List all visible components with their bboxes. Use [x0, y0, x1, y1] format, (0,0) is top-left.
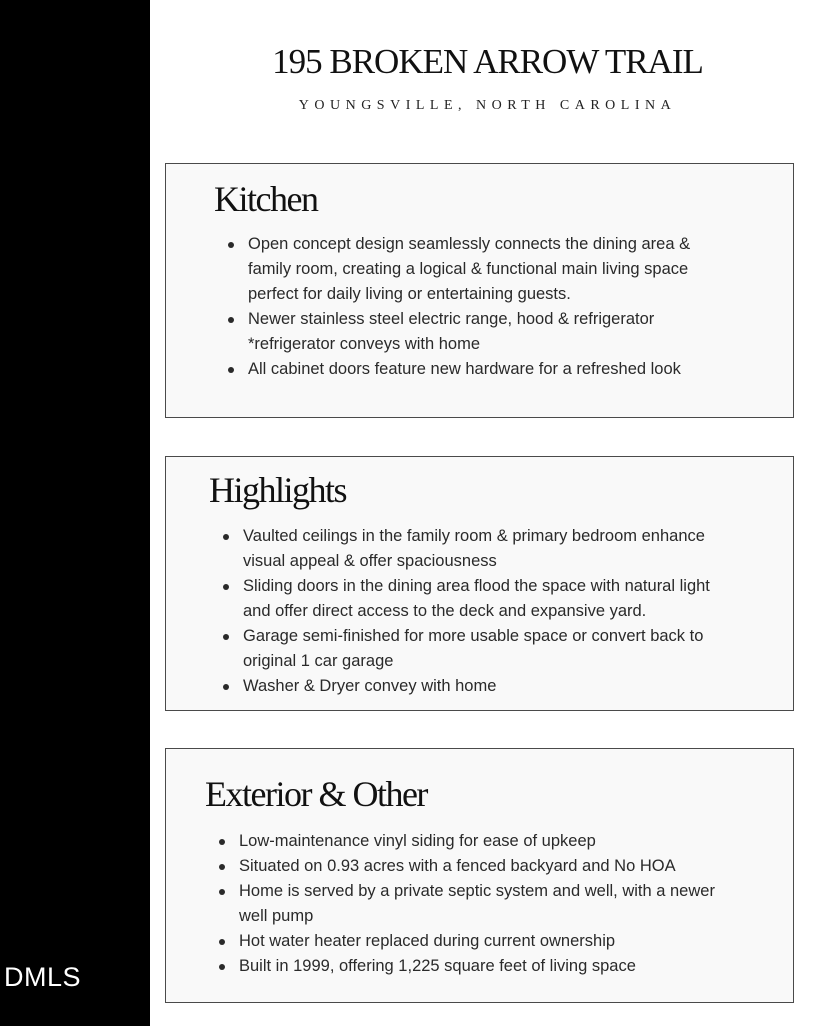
kitchen-heading: Kitchen — [214, 179, 318, 219]
list-item: Situated on 0.93 acres with a fenced backyard and No HOA — [217, 854, 727, 879]
list-item: Vaulted ceilings in the family room & primary bedroom enhance visual appeal & offer spaciousness — [221, 524, 721, 574]
list-item: Washer & Dryer convey with home — [221, 674, 721, 699]
exterior-list — [217, 829, 727, 979]
list-item: Open concept design seamlessly connects the dining area & family room, creating a logical & functional main living space perfect for daily living or entertaining guests. — [226, 232, 696, 307]
list-item: Home is served by a private septic system and well, with a newer well pump — [217, 879, 727, 929]
highlights-list — [221, 524, 721, 699]
list-item: Newer stainless steel electric range, hood & refrigerator *refrigerator conveys with home — [226, 307, 696, 357]
list-item: Hot water heater replaced during current ownership — [217, 929, 727, 954]
highlights-heading: Highlights — [209, 470, 347, 510]
list-item: Built in 1999, offering 1,225 square feet of living space — [217, 954, 727, 979]
exterior-section — [165, 748, 794, 1003]
list-item: All cabinet doors feature new hardware for a refreshed look — [226, 357, 696, 382]
list-item: Garage semi-finished for more usable space or convert back to original 1 car garage — [221, 624, 721, 674]
property-title: 195 BROKEN ARROW TRAIL — [272, 42, 703, 81]
kitchen-list — [226, 232, 696, 382]
mls-watermark: DMLS — [4, 962, 82, 992]
left-sidebar-bar — [0, 0, 150, 1026]
list-item: Low-maintenance vinyl siding for ease of upkeep — [217, 829, 727, 854]
property-location: YOUNGSVILLE, NORTH CAROLINA — [298, 98, 677, 113]
list-item: Sliding doors in the dining area flood the space with natural light and offer direct access to the deck and expansive yard. — [221, 574, 721, 624]
kitchen-section — [165, 163, 794, 418]
highlights-section — [165, 456, 794, 711]
exterior-heading: Exterior & Other — [205, 774, 427, 814]
